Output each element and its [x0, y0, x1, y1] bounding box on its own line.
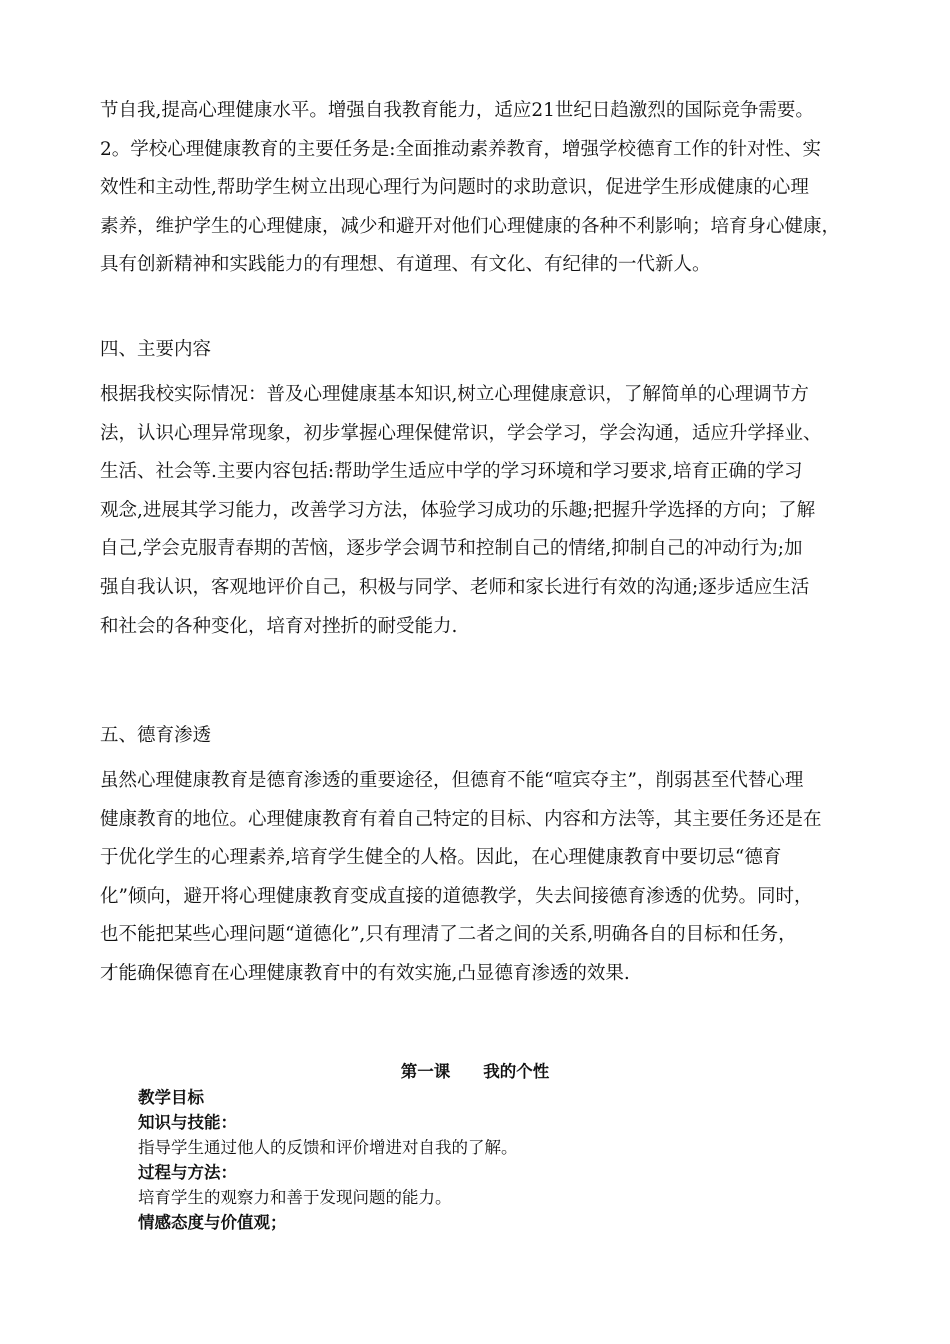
process-text: 培育学生的观察力和善于发现问题的能力。: [138, 1188, 452, 1207]
main-content-paragraph: [100, 376, 860, 646]
text-line: 效性和主动性,帮助学生树立出现心理行为问题时的求助意识，促进学生形成健康的心理: [100, 177, 809, 199]
moral-education-paragraph: [100, 762, 860, 994]
section-heading-main-content: 四、主要内容: [100, 339, 212, 360]
text-line: 于优化学生的心理素养,培育学生健全的人格。因此，在心理健康教育中要切忌“德育: [100, 847, 782, 869]
text-line: 化”倾向，避开将心理健康教育变成直接的道德教学，失去间接德育渗透的优势。同时，: [100, 885, 813, 907]
text-line: 2。学校心理健康教育的主要任务是:全面推动素养教育，增强学校德育工作的针对性、实: [100, 138, 822, 160]
text-line: 自己,学会克服青春期的苦恼，逐步学会调节和控制自己的情绪,抑制自己的冲动行为;加: [100, 538, 803, 560]
attitude-heading: 情感态度与价值观；: [138, 1213, 287, 1232]
section-heading-moral-education: 五、德育渗透: [100, 725, 212, 746]
text-line: 虽然心理健康教育是德育渗透的重要途径，但德育不能“喧宾夺主”，削弱甚至代替心理: [100, 770, 804, 791]
intro-paragraph: [100, 92, 860, 285]
text-line: 具有创新精神和实践能力的有理想、有道理、有文化、有纪律的一代新人。: [100, 254, 711, 276]
process-heading: 过程与方法：: [138, 1163, 237, 1182]
text-line: 才能确保德育在心理健康教育中的有效实施,凸显德育渗透的效果.: [100, 962, 630, 984]
text-line: 法，认识心理异常现象，初步掌握心理保健常识，学会学习，学会沟通，适应升学择业、: [100, 422, 822, 444]
knowledge-heading: 知识与技能：: [138, 1113, 237, 1132]
text-line: 观念,进展其学习能力，改善学习方法，体验学习成功的乐趣;把握升学选择的方向；了解: [100, 499, 816, 521]
text-line: 生活、社会等.主要内容包括:帮助学生适应中学的学习环境和学习要求,培育正确的学习: [100, 461, 803, 483]
text-line: 也不能把某些心理问题“道德化”,只有理清了二者之间的关系,明确各自的目标和任务，: [100, 924, 797, 946]
text-line: 强自我认识，客观地评价自己，积极与同学、老师和家长进行有效的沟通;逐步适应生活: [100, 576, 810, 598]
text-line: 素养，维护学生的心理健康，减少和避开对他们心理健康的各种不利影响；培育身心健康，: [100, 215, 841, 237]
text-line: 和社会的各种变化，培育对挫折的耐受能力.: [100, 615, 458, 637]
text-line: 节自我,提高心理健康水平。增强自我教育能力，适应21世纪日趋激烈的国际竞争需要。: [100, 100, 814, 121]
objectives-heading: 教学目标: [138, 1088, 204, 1107]
lesson-title: 第一课 我的个性: [400, 1062, 550, 1081]
knowledge-text: 指导学生通过他人的反馈和评价增进对自我的了解。: [138, 1138, 518, 1157]
text-line: 根据我校实际情况：普及心理健康基本知识,树立心理健康意识，了解简单的心理调节方: [100, 384, 809, 405]
text-line: 健康教育的地位。心理健康教育有着自己特定的目标、内容和方法等，其主要任务还是在: [100, 808, 822, 830]
